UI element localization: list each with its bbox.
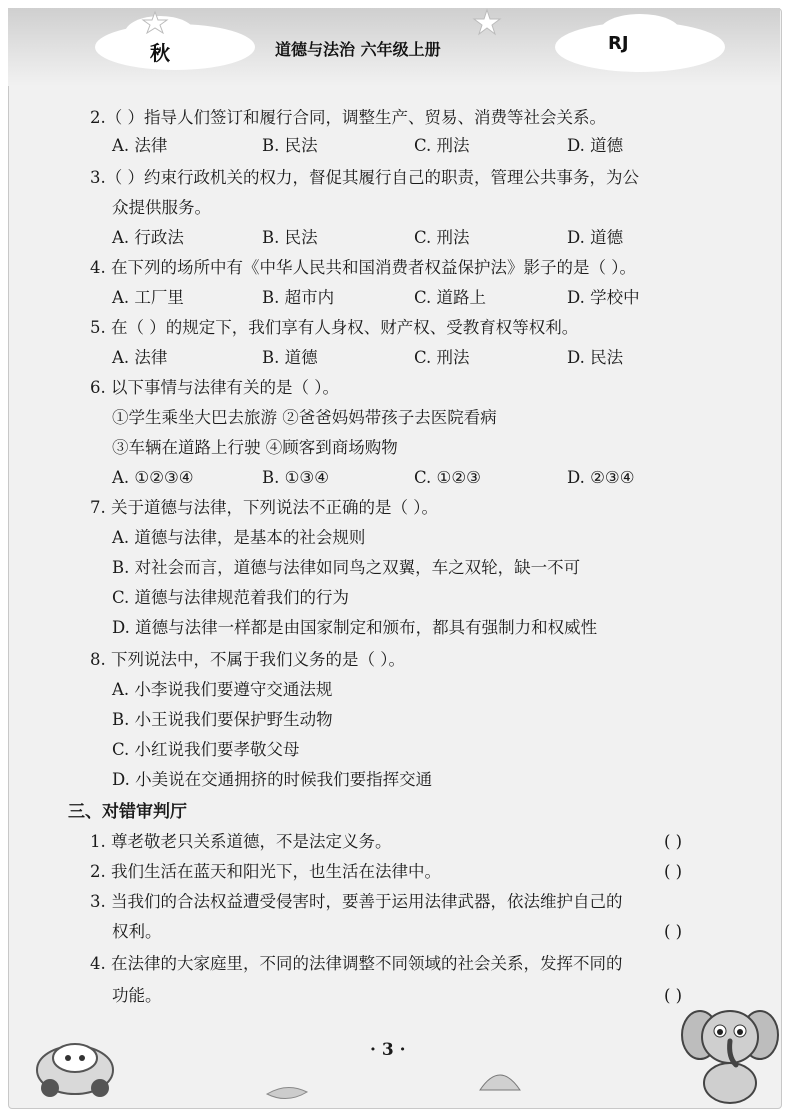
option-c: C. 小红说我们要孝敬父母 — [112, 740, 300, 759]
page-number: · 3 · — [370, 1040, 406, 1060]
question-6-statement-1: ①学生乘坐大巴去旅游 ②爸爸妈妈带孩子去医院看病 — [112, 408, 497, 427]
question-6-statement-2: ③车辆在道路上行驶 ④顾客到商场购物 — [112, 438, 398, 457]
option-c: C. ①②③ — [414, 468, 481, 487]
question-2: 2.（ ）指导人们签订和履行合同，调整生产、贸易、消费等社会关系。 — [90, 108, 606, 127]
option-c: C. 刑法 — [414, 348, 470, 367]
option-a: A. 法律 — [112, 348, 168, 367]
judge-item-4: 4. 在法律的大家庭里，不同的法律调整不同领域的社会关系，发挥不同的 — [90, 954, 623, 973]
option-b: B. 民法 — [262, 136, 318, 155]
section-3-title: 三、对错审判厅 — [68, 802, 187, 822]
shell-icon — [475, 1060, 525, 1100]
option-b: B. 对社会而言，道德与法律如同鸟之双翼，车之双轮，缺一不可 — [112, 558, 581, 577]
option-d: D. ②③④ — [567, 468, 635, 487]
elephant-cartoon-icon — [680, 995, 780, 1105]
question-6: 6. 以下事情与法律有关的是（ ）。 — [90, 378, 339, 397]
option-d: D. 道德 — [567, 136, 624, 155]
option-d: D. 道德 — [567, 228, 624, 247]
question-7: 7. 关于道德与法律，下列说法不正确的是（ ）。 — [90, 498, 438, 517]
question-5: 5. 在（ ）的规定下，我们享有人身权、财产权、受教育权等权利。 — [90, 318, 579, 337]
option-a: A. 法律 — [112, 136, 168, 155]
question-8: 8. 下列说法中，不属于我们义务的是（ ）。 — [90, 650, 405, 669]
option-c: C. 道路上 — [414, 288, 487, 307]
answer-blank-4[interactable]: ( ) — [664, 986, 683, 1005]
option-c: C. 刑法 — [414, 228, 470, 247]
book-title: 道德与法治 六年级上册 — [275, 40, 441, 59]
judge-item-3: 3. 当我们的合法权益遭受侵害时，要善于运用法律武器，依法维护自己的 — [90, 892, 623, 911]
option-b: B. 道德 — [262, 348, 318, 367]
option-a: A. 小李说我们要遵守交通法规 — [112, 680, 333, 699]
judge-item-1: 1. 尊老敬老只关系道德，不是法定义务。 — [90, 832, 392, 851]
option-b: B. 超市内 — [262, 288, 335, 307]
judge-item-3-continued: 权利。 — [112, 922, 162, 941]
question-3-continued: 众提供服务。 — [112, 198, 211, 217]
judge-item-4-continued: 功能。 — [112, 986, 162, 1005]
option-a: A. 行政法 — [112, 228, 184, 247]
option-a: A. 工厂里 — [112, 288, 184, 307]
option-b: B. ①③④ — [262, 468, 329, 487]
question-3: 3.（ ）约束行政机关的权力，督促其履行自己的职责，管理公共事务，为公 — [90, 168, 639, 187]
leaf-icon — [262, 1082, 312, 1104]
option-d: D. 学校中 — [567, 288, 640, 307]
option-b: B. 小王说我们要保护野生动物 — [112, 710, 333, 729]
answer-blank-3[interactable]: ( ) — [664, 922, 683, 941]
option-c: C. 道德与法律规范着我们的行为 — [112, 588, 350, 607]
judge-item-2: 2. 我们生活在蓝天和阳光下，也生活在法律中。 — [90, 862, 441, 881]
option-c: C. 刑法 — [414, 136, 470, 155]
option-a: A. ①②③④ — [112, 468, 194, 487]
option-d: D. 道德与法律一样都是由国家制定和颁布，都具有强制力和权威性 — [112, 618, 598, 637]
season-label: 秋 — [150, 41, 170, 65]
option-b: B. 民法 — [262, 228, 318, 247]
answer-blank-2[interactable]: ( ) — [664, 862, 683, 881]
edition-label: RJ — [608, 33, 629, 54]
option-d: D. 民法 — [567, 348, 624, 367]
option-d: D. 小美说在交通拥挤的时候我们要指挥交通 — [112, 770, 433, 789]
question-4: 4. 在下列的场所中有《中华人民共和国消费者权益保护法》影子的是（ ）。 — [90, 258, 636, 277]
option-a: A. 道德与法律，是基本的社会规则 — [112, 528, 366, 547]
answer-blank-1[interactable]: ( ) — [664, 832, 683, 851]
car-cartoon-icon — [30, 1030, 120, 1100]
